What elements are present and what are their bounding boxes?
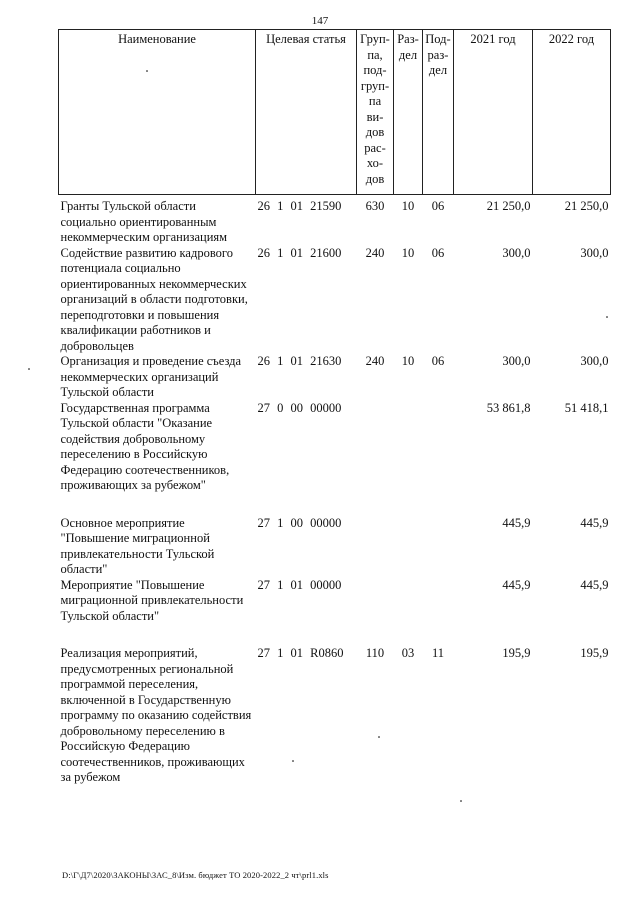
row-amount-2021: 53 861,8 [486, 400, 531, 415]
row-amount-2021: 300,0 [502, 354, 531, 368]
header-section [394, 30, 423, 195]
row-expense-group [357, 401, 394, 516]
table-row [59, 646, 611, 786]
row-subsection: 06 [431, 245, 445, 260]
row-name: Содействие развитию кадрового потенциала социально ориентированных некоммерческих организаций в области подготовки, переподготовки и повышения квалификации работников и добровольцев [60, 245, 248, 353]
header-section-text: Раз- дел [397, 32, 419, 62]
row-subsection: 06 [431, 199, 445, 213]
row-section: 03 [401, 646, 415, 660]
row-amount-2021: 445,9 [502, 577, 531, 592]
row-name: Государственная программа Тульской области "Оказание содействия добровольному переселению в Российскую Федерацию соотечественников, проживающих за рубежом" [60, 400, 230, 492]
file-path-footer: D:\Г\Д7\2020\ЗАКОНЫ\ЗАС_8\Изм. бюджет ТО 2020-2022_2 чт\prl1.xls [62, 870, 329, 880]
row-amount-2021: 300,0 [502, 245, 531, 260]
row-amount-2022: 445,9 [580, 515, 609, 530]
scan-speck [378, 736, 380, 738]
header-expense-group-text: Груп- па, под- груп- па ви- дов рас- хо- дов [360, 32, 390, 186]
row-target-article: 27 1 00 00000 [257, 515, 342, 530]
row-section: 10 [401, 245, 415, 260]
table-row [59, 401, 611, 516]
scan-speck [292, 760, 294, 762]
row-section [394, 578, 423, 647]
row-name: Гранты Тульской области социально ориентированным некоммерческим организациям [60, 199, 228, 244]
row-target-article: 26 1 01 21630 [257, 354, 342, 368]
row-expense-group [357, 516, 394, 578]
table-row [59, 578, 611, 647]
row-target-article: 27 1 01 00000 [257, 577, 342, 592]
row-target-article: 26 1 01 21590 [257, 199, 342, 213]
row-amount-2021: 445,9 [502, 515, 531, 530]
row-section [394, 516, 423, 578]
header-target-article: Целевая статья [256, 30, 357, 195]
table-row [59, 516, 611, 578]
row-amount-2022: 51 418,1 [564, 400, 609, 415]
row-target-article: 26 1 01 21600 [257, 245, 342, 260]
budget-table [58, 29, 611, 786]
row-section [394, 401, 423, 516]
row-expense-group: 110 [365, 646, 385, 660]
page-number: 147 [311, 15, 329, 27]
row-name: Реализация мероприятий, предусмотренных региональной программой переселения, включенной в Государственную программу по оказанию содействия добровольному переселению в Российскую Федерацию соотечественников, проживающих за рубежом [60, 646, 252, 784]
scan-speck [146, 70, 148, 72]
row-name: Организация и проведение съезда некоммерческих организаций Тульской области [60, 354, 242, 399]
row-amount-2022: 21 250,0 [564, 199, 609, 213]
table-row [59, 354, 611, 401]
row-amount-2022: 445,9 [580, 577, 609, 592]
row-name: Основное мероприятие "Повышение миграционной привлекательности Тульской области" [60, 515, 215, 576]
row-expense-group: 240 [365, 245, 385, 260]
row-amount-2022: 195,9 [580, 646, 609, 660]
row-expense-group [357, 578, 394, 647]
row-target-article: 27 1 01 R0860 [257, 646, 344, 660]
row-subsection: 06 [431, 354, 445, 368]
row-subsection [423, 578, 454, 647]
header-row [59, 30, 611, 195]
header-year-2021: 2021 год [454, 30, 533, 195]
header-subsection-text: Под- раз- дел [425, 32, 451, 77]
row-amount-2022: 300,0 [580, 245, 609, 260]
row-target-article: 27 0 00 00000 [257, 400, 342, 415]
row-subsection [423, 401, 454, 516]
header-year-2022: 2022 год [533, 30, 611, 195]
header-subsection [423, 30, 454, 195]
row-subsection [423, 516, 454, 578]
row-expense-group: 630 [365, 199, 385, 213]
scan-speck [460, 800, 462, 802]
table-row [59, 195, 611, 246]
row-name: Мероприятие "Повышение миграционной привлекательности Тульской области" [60, 577, 244, 623]
scan-speck [28, 368, 30, 370]
header-expense-group [357, 30, 394, 195]
row-amount-2021: 21 250,0 [486, 199, 531, 213]
scan-speck [606, 316, 608, 318]
header-name: Наименование [59, 30, 256, 195]
row-amount-2021: 195,9 [502, 646, 531, 660]
row-expense-group: 240 [365, 354, 385, 368]
row-section: 10 [401, 199, 415, 213]
table-row [59, 246, 611, 355]
row-amount-2022: 300,0 [580, 354, 609, 368]
row-subsection: 11 [431, 646, 445, 660]
row-section: 10 [401, 354, 415, 368]
